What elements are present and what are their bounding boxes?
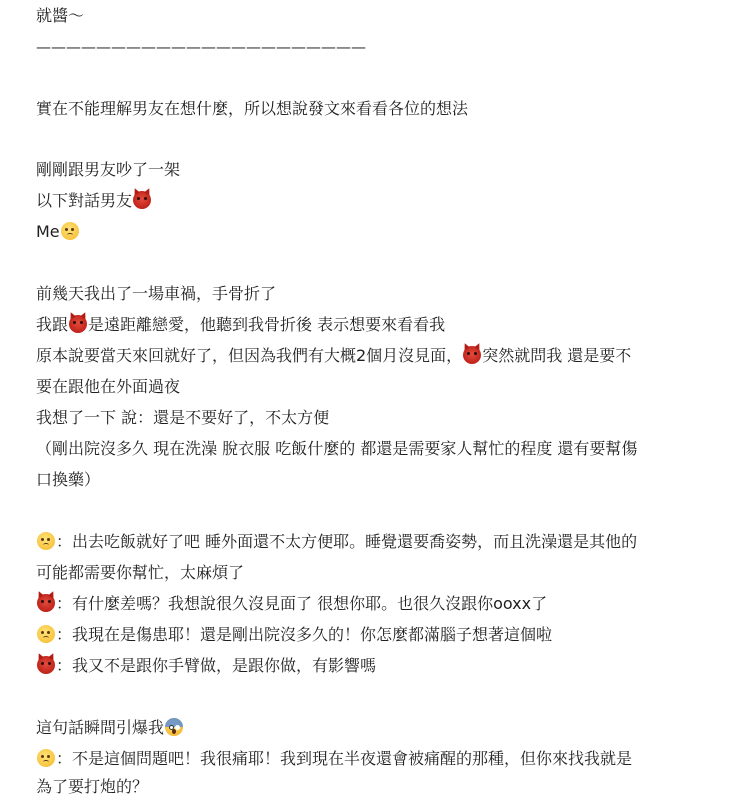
worried-face-icon (37, 532, 55, 550)
divider-line: —————————————————————— (36, 38, 366, 56)
worried-face-icon (37, 625, 55, 643)
text-line: 實在不能理解男友在想什麼，所以想說發文來看看各位的想法 (36, 99, 469, 118)
text-line (36, 346, 631, 366)
text-line: 前幾天我出了一場車禍，手骨折了 (36, 284, 277, 303)
line-text: ：我現在是傷患耶！還是剛出院沒多久的！你怎麼都滿腦子想著這個啦 (56, 625, 553, 644)
line-text: 這句話瞬間引爆我 (36, 718, 165, 737)
text-line: 我想了一下 說：還是不要好了，不太方便 (36, 408, 330, 427)
text-line: 就醬～ (36, 6, 85, 25)
dialogue-line (36, 625, 552, 645)
line-text: 原本說要當天來回就好了，但因為我們有大概2個月沒見面， (36, 346, 463, 365)
line-text: 我跟 (36, 315, 69, 334)
text-line (36, 191, 152, 211)
screaming-face-icon (165, 718, 183, 736)
dialogue-line (36, 594, 547, 614)
text-line: 要在跟他在外面過夜 (36, 377, 181, 396)
text-line (36, 315, 445, 335)
devil-face-icon (37, 656, 55, 674)
line-text: ：出去吃飯就好了吧 睡外面還不太方便耶。睡覺還要喬姿勢，而且洗澡還是其他的 (56, 532, 638, 551)
line-text: Me (36, 222, 60, 241)
text-line: 剛剛跟男友吵了一架 (36, 160, 181, 179)
line-text: ：有什麼差嗎？我想說很久沒見面了 很想你耶。也很久沒跟你ooxx了 (56, 594, 548, 613)
dialogue-line (36, 656, 376, 676)
worried-face-icon (61, 222, 79, 240)
text-line: （剛出院沒多久 現在洗澡 脫衣服 吃飯什麼的 都還是需要家人幫忙的程度 還有要幫傷 (36, 439, 638, 458)
line-text: ：不是這個問題吧！我很痛耶！我到現在半夜還會被痛醒的那種，但你來找我就是 (56, 749, 633, 768)
line-text: 以下對話男友 (36, 191, 133, 210)
devil-face-icon (463, 346, 481, 364)
line-text: 突然就問我 還是要不 (482, 346, 632, 365)
text-line (36, 718, 184, 738)
text-line: 可能都需要你幫忙，太麻煩了 (36, 563, 245, 582)
dialogue-line (36, 749, 632, 769)
devil-face-icon (37, 594, 55, 612)
dialogue-line (36, 532, 637, 552)
devil-face-icon (133, 191, 151, 209)
text-line: 為了要打炮的？ (36, 777, 149, 796)
text-line (36, 222, 80, 242)
worried-face-icon (37, 749, 55, 767)
devil-face-icon (69, 315, 87, 333)
line-text: ：我又不是跟你手臂做，是跟你做，有影響嗎 (56, 656, 377, 675)
line-text: 是遠距離戀愛，他聽到我骨折後 表示想要來看看我 (88, 315, 446, 334)
text-line: 口換藥） (36, 470, 101, 489)
